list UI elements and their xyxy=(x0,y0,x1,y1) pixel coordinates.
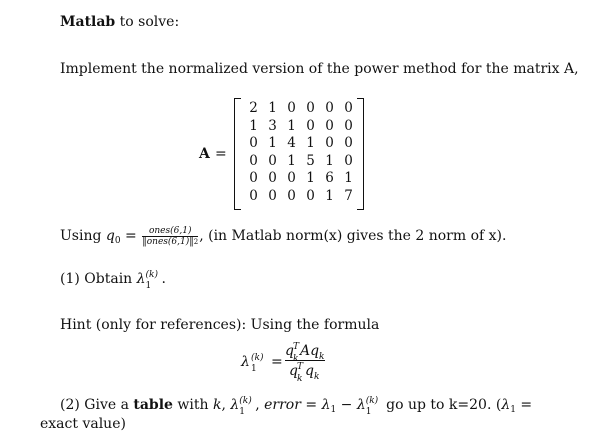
matrix-row xyxy=(244,188,358,205)
part2-superscript: (k) xyxy=(239,396,252,406)
matrix-label: A xyxy=(199,146,210,162)
part1-lambda: λ xyxy=(136,271,146,287)
part1-suffix: . xyxy=(161,271,166,287)
hint-fraction-bar xyxy=(285,360,325,361)
part2-prefix: (2) Give a xyxy=(60,397,134,413)
matrix-cell: 1 xyxy=(306,170,315,186)
matrix-cell: 1 xyxy=(325,187,334,204)
matrix-cell: 0 xyxy=(344,135,353,151)
matrix-cell: 0 xyxy=(325,135,334,151)
matrix-cell: 1 xyxy=(287,117,296,134)
heading-bold: Matlab xyxy=(60,14,116,30)
matrix-cell: 0 xyxy=(268,152,277,169)
matrix-cell: 0 xyxy=(268,187,277,204)
part2-minus: − xyxy=(336,397,357,413)
matrix-cell: 6 xyxy=(325,170,334,186)
part2-bold: table xyxy=(133,397,173,413)
matrix-row xyxy=(244,153,358,170)
matrix-cell: 1 xyxy=(344,170,353,186)
using-line xyxy=(60,223,506,249)
part2-comma2: , xyxy=(255,397,265,413)
part2-lambda: λ xyxy=(230,397,240,413)
matrix-cell: 1 xyxy=(306,135,315,151)
part2-supsub xyxy=(239,396,255,417)
part1-line xyxy=(60,270,166,291)
heading xyxy=(60,13,179,31)
matrix-cell: 3 xyxy=(268,117,277,134)
matrix-row xyxy=(244,100,358,117)
part2-comma1: , xyxy=(221,397,231,413)
hint-lambda: λ xyxy=(241,354,250,370)
matrix-cell: 0 xyxy=(325,117,334,134)
matrix-left-bracket xyxy=(234,98,241,210)
hint-text: Hint (only for references): Using the formula xyxy=(60,317,380,333)
matrix xyxy=(234,98,364,210)
hint-den-q: q xyxy=(289,363,298,379)
matrix-row xyxy=(244,118,358,135)
part1-supsub xyxy=(145,270,162,291)
matrix-cell: 0 xyxy=(344,117,353,134)
matrix-cell: 1 xyxy=(249,117,258,134)
hint-equals: = xyxy=(271,354,283,370)
q0-den-text: ‖ones(6,1)‖ xyxy=(142,236,194,247)
q0-subscript: 0 xyxy=(114,236,121,246)
q0-fraction-numerator: ones(6,1) xyxy=(148,225,192,236)
part2-line xyxy=(60,396,532,419)
part2-lam1-sub: 1 xyxy=(330,405,337,415)
part2-lam2-superscript: (k) xyxy=(365,396,379,406)
hint-den-sup: T xyxy=(297,362,304,372)
matrix-cell: 1 xyxy=(268,100,277,116)
part2-lam2-supsub xyxy=(365,396,382,417)
matrix-equals: = xyxy=(215,146,227,162)
hint-den-sub: k xyxy=(297,374,303,384)
part1-superscript: (k) xyxy=(145,270,158,280)
part2-lam2-subscript: 1 xyxy=(365,407,372,417)
part2-error: error xyxy=(264,397,301,413)
matrix-cell: 5 xyxy=(306,152,315,169)
matrix-cell: 0 xyxy=(325,100,334,116)
hint-num-aq-sub: k xyxy=(319,352,325,362)
part2-equals: = xyxy=(300,397,322,413)
matrix-cell: 0 xyxy=(249,152,258,169)
hint-superscript: (k) xyxy=(251,353,264,363)
hint-den-q2: q xyxy=(305,363,314,379)
part2-lam1: λ xyxy=(321,397,331,413)
q0-fraction xyxy=(142,226,198,247)
hint-subscript: 1 xyxy=(251,364,257,374)
matrix-cell: 0 xyxy=(287,170,296,186)
using-suffix: , (in Matlab norm(x) gives the 2 norm of x). xyxy=(199,228,507,244)
matrix-cell: 0 xyxy=(306,187,315,204)
hint-num-sup: T xyxy=(293,342,300,352)
part2-subscript: 1 xyxy=(239,407,245,417)
hint-num-sub: k xyxy=(293,354,299,364)
matrix-cell: 1 xyxy=(287,152,296,169)
matrix-cell: 0 xyxy=(249,135,258,151)
q0-den-subscript: 2 xyxy=(193,237,199,246)
matrix-cell: 2 xyxy=(249,100,258,116)
hint-fraction xyxy=(285,342,325,384)
matrix-cell: 0 xyxy=(268,170,277,186)
matrix-cell: 7 xyxy=(344,187,353,204)
matrix-row xyxy=(244,135,358,152)
matrix-cell: 0 xyxy=(287,100,296,116)
part2-eq2: = xyxy=(515,397,533,413)
part2-k: k xyxy=(212,397,222,413)
part2-lam2: λ xyxy=(356,397,366,413)
part1-prefix: (1) Obtain xyxy=(60,271,137,287)
task-statement: Implement the normalized version of the power method for the matrix A, xyxy=(60,61,579,77)
matrix-cell: 1 xyxy=(268,135,277,151)
using-prefix: Using xyxy=(60,228,106,244)
hint-num-aq: Aq xyxy=(300,343,320,359)
matrix-cell: 0 xyxy=(306,100,315,116)
part2-after-bold: with xyxy=(172,397,213,413)
matrix-row xyxy=(244,170,358,187)
q0-fraction-denominator xyxy=(142,237,198,247)
matrix-cell: 0 xyxy=(249,187,258,204)
part1-subscript: 1 xyxy=(145,281,152,291)
matrix-cell: 1 xyxy=(325,152,334,169)
matrix-cell: 4 xyxy=(287,135,296,151)
hint-den-q2-sub: k xyxy=(314,372,320,382)
q0-symbol: q xyxy=(105,228,115,244)
matrix-right-bracket xyxy=(357,98,364,210)
heading-rest: to solve: xyxy=(115,14,180,30)
part2-lam3-sub: 1 xyxy=(510,405,516,415)
matrix-cell: 0 xyxy=(249,170,258,186)
part2-lam3: λ xyxy=(501,397,511,413)
matrix-cell: 0 xyxy=(344,152,353,169)
hint-num-q: q xyxy=(285,343,294,359)
matrix-cell: 0 xyxy=(287,187,296,204)
part2-line2: exact value) xyxy=(40,416,126,432)
matrix-cell: 0 xyxy=(344,100,353,116)
using-equals: = xyxy=(120,228,142,244)
part2-goes: go up to k=20. ( xyxy=(381,397,502,413)
matrix-cell: 0 xyxy=(306,117,315,134)
